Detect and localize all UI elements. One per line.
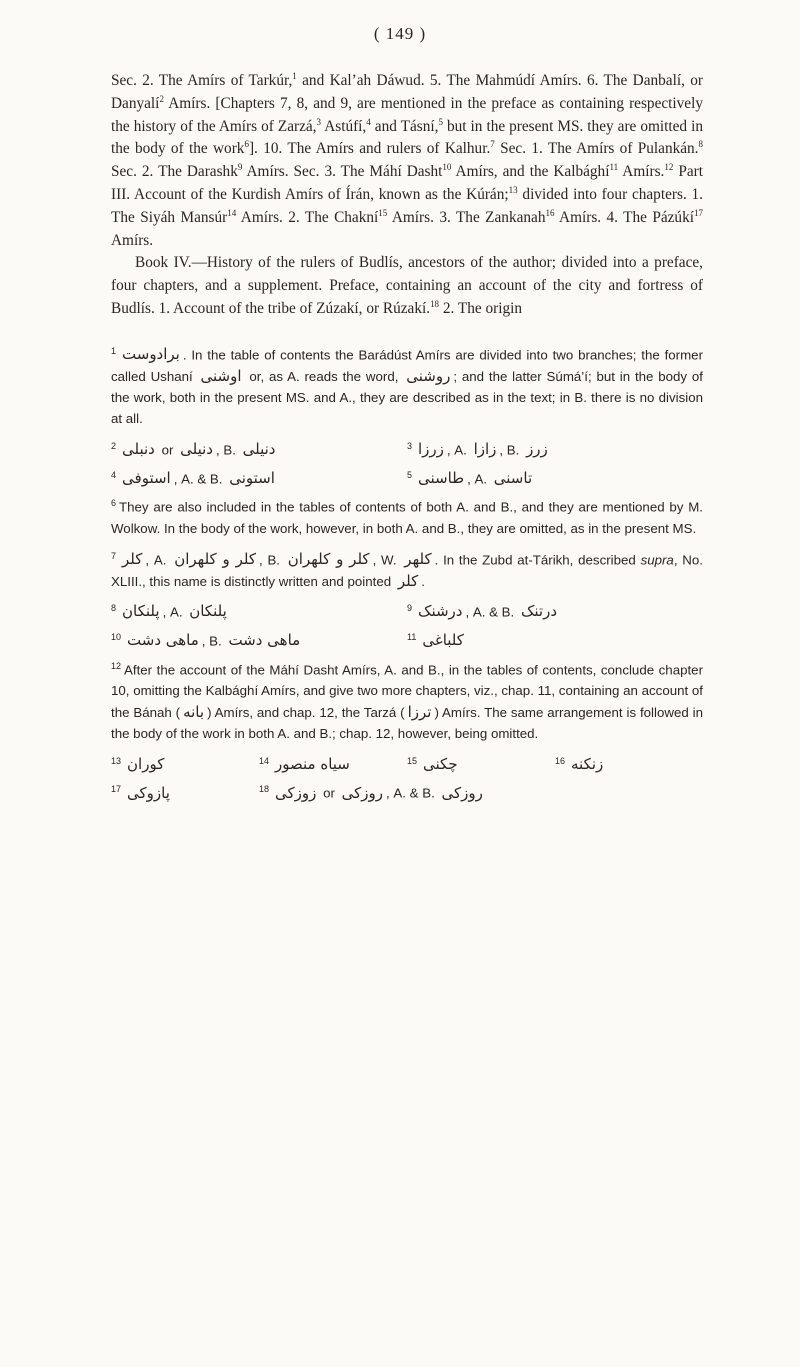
footnote-8: $^8$ پلنکان , A. پلنکان	[111, 602, 227, 621]
footnote-16: $^{16}$ زنکنه	[555, 755, 604, 774]
footnote-6: $^6$ They are also included in the tables of contents of both A. and B., and they are mentioned by M. Wolkow. In the body of the work, however, in both A. and B., they are omitted, as in the present MS.	[111, 498, 703, 537]
footnote-1: $^1$ برادوست . In the table of contents the Barádúst Amírs are divided into two branches; the former called Ushaní اوشنی or, as A. reads the word, روشنی ; and the latter Súmá’í; but in the body of the work, both in the present MS. and A., they are described as in the text; in B. there is no division at all.	[111, 345, 703, 427]
footnote-17: $^{17}$ پازوکی	[111, 783, 170, 802]
page-content	[111, 70, 703, 808]
footnote-row-17-18	[111, 779, 703, 804]
main-text	[111, 70, 703, 321]
footnote-9: $^9$ درشنک , A. & B. درتنک	[407, 602, 558, 621]
footnote-3: $^3$ زرزا , A. زازا , B. زرز	[407, 440, 548, 459]
page-number: ( 149 )	[373, 24, 427, 43]
footnote-15: $^{15}$ چکنی	[407, 755, 458, 774]
footnote-10: $^{10}$ ماهی دشت , B. ماهی دشت	[111, 631, 301, 650]
footnote-row-2-3	[111, 436, 703, 461]
footnote-2: $^2$ دنبلی or دنیلی , B. دنیلی	[111, 440, 276, 459]
footnote-18: $^{18}$ زوزکی or روزکی , A. & B. روزکی	[259, 783, 483, 802]
footnote-7: $^7$ کلر , A. کلر و کلهران , B. کلر و کلهران , W. کلهر . In the Zubd at-Tárikh, described supra, No. XLIII., this name is distinctly written and pointed کلر .	[111, 550, 703, 590]
footnote-12: $^{12}$ After the account of the Máhí Dasht Amírs, A. and B., in the tables of contents, conclude chapter 10, omitting the Kalbághí Amírs, and give two more chapters, viz., chap. 11, containing an account of the Bánah ( بانه ) Amírs, and chap. 12, the Tarzá ( ترزا ) Amírs. The same arrangement is followed in the body of the work in both A. and B.; chap. 12, however, being omitted.	[111, 660, 703, 742]
footnote-row-10-11	[111, 627, 703, 652]
footnote-row-4-5	[111, 465, 703, 490]
paragraph-part-iii: Sec. 2. The Amírs of Tarkúr,$^1$ and Kal’ah Dáwud. 5. The Mahmúdí Amírs. 6. The Danbalí, or Danyalí$^2$ Amírs. [Chapters 7, 8, and 9, are mentioned in the preface as containing respectively the history of the Amírs of Zarzá,$^3$ Astúfí,$^4$ and Tásní,$^5$ but in the present MS. they are omitted in the body of the work$^6$]. 10. The Amírs and rulers of Kalhur.$^7$ Sec. 1. The Amírs of Pulankán.$^8$ Sec. 2. The Darashk$^9$ Amírs. Sec. 3. The Máhí Dasht$^{10}$ Amírs, and the Kalbághí$^{11}$ Amírs.$^{12}$ Part III. Account of the Kurdish Amírs of Írán, known as the Kúrán;$^{13}$ divided into four chapters. 1. The Siyáh Mansúr$^{14}$ Amírs. 2. The Chakní$^{15}$ Amírs. 3. The Zankanah$^{16}$ Amírs. 4. The Pázúkí$^{17}$ Amírs.	[111, 70, 704, 249]
footnote-4: $^4$ استوفی , A. & B. استونی	[111, 469, 275, 488]
footnote-14: $^{14}$ سیاه منصور	[259, 755, 350, 774]
paragraph-book-iv: Book IV.—History of the rulers of Budlís, ancestors of the author; divided into a preface, four chapters, and a supplement. Preface, containing an account of the city and fortress of Budlís. 1. Account of the tribe of Zúzakí, or Rúzakí.$^{18}$ 2. The origin	[111, 254, 703, 317]
footnotes	[111, 341, 703, 805]
footnote-13: $^{13}$ کوران	[111, 755, 165, 774]
footnote-11: $^{11}$ کلباغی	[407, 631, 464, 650]
footnote-row-13-16	[111, 751, 703, 776]
footnote-5: $^5$ طاسنی , A. تاسنی	[407, 469, 533, 488]
footnote-row-8-9	[111, 598, 703, 623]
